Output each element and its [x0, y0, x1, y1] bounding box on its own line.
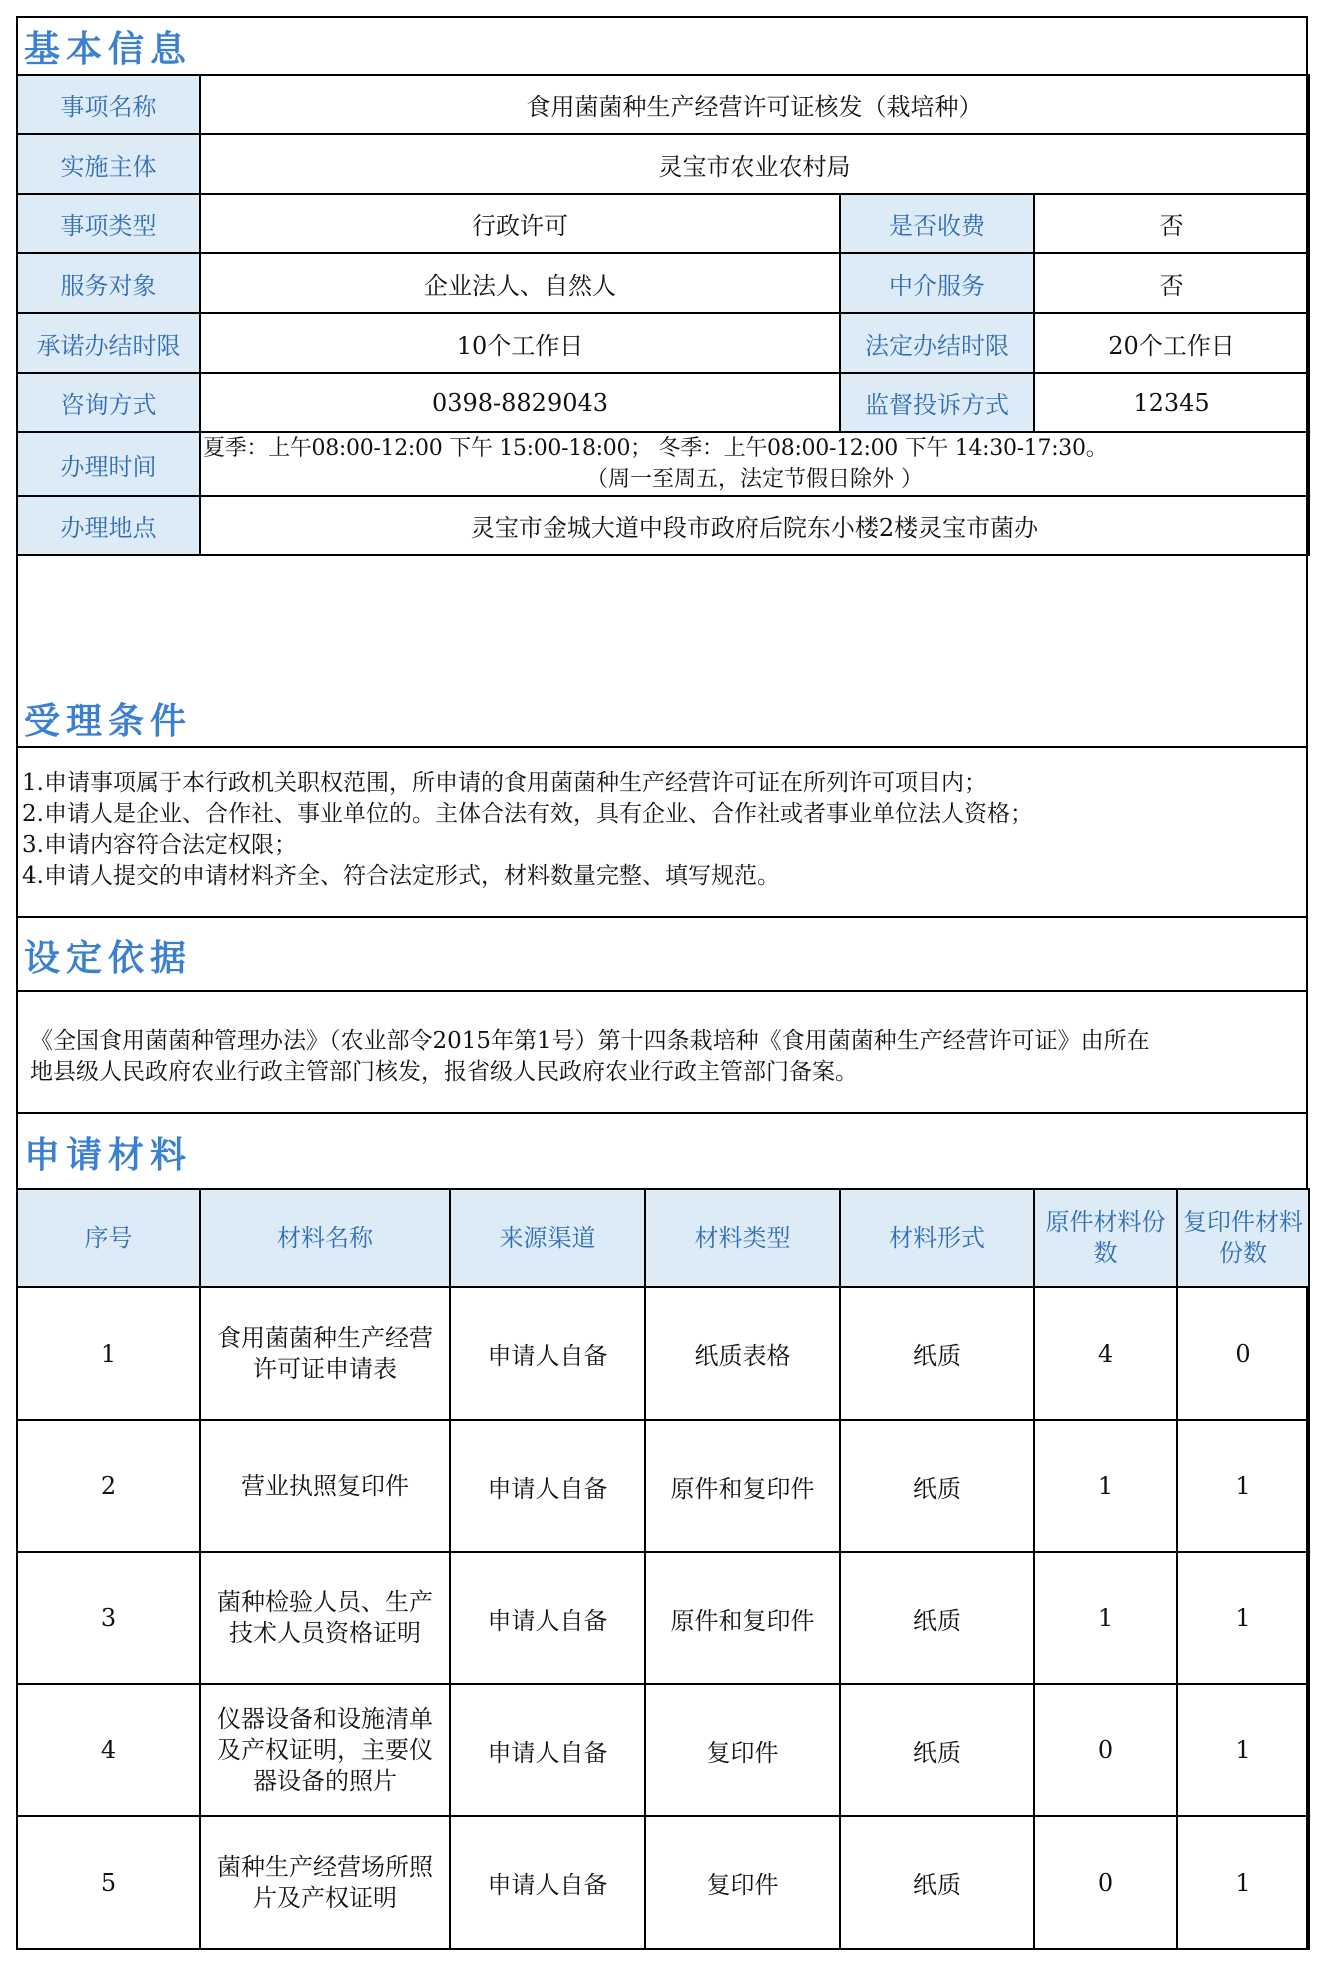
row-type: 原件和复印件	[645, 1552, 840, 1684]
row-copy: 1	[1177, 1816, 1309, 1949]
fee-value: 否	[1034, 194, 1309, 253]
subject-label: 实施主体	[17, 134, 200, 194]
row-form: 纸质	[840, 1420, 1034, 1552]
condition-item-2: 2.申请人是企业、合作社、事业单位的。主体合法有效，具有企业、合作社或者事业单位法人资格；	[22, 801, 1033, 827]
row-no: 1	[17, 1287, 200, 1420]
row-no: 2	[17, 1420, 200, 1552]
row-form: 纸质	[840, 1816, 1034, 1949]
header-type: 材料类型	[645, 1189, 840, 1287]
table-row	[17, 1552, 1309, 1684]
type-label: 事项类型	[17, 194, 200, 253]
target-label: 服务对象	[17, 253, 200, 313]
table-row	[17, 1420, 1309, 1552]
row-source: 申请人自备	[450, 1287, 645, 1420]
table-row	[17, 1684, 1309, 1816]
basic-info-table	[16, 74, 1310, 556]
header-form: 材料形式	[840, 1189, 1034, 1287]
promise-label: 承诺办结时限	[17, 313, 200, 373]
row-name	[200, 1287, 450, 1420]
row-form: 纸质	[840, 1552, 1034, 1684]
row-no: 4	[17, 1684, 200, 1816]
row-type: 复印件	[645, 1816, 840, 1949]
complaint-label: 监督投诉方式	[840, 373, 1034, 432]
header-source: 来源渠道	[450, 1189, 645, 1287]
table-row	[17, 1816, 1309, 1949]
row-name-line: 许可证申请表	[253, 1354, 397, 1383]
row-orig: 4	[1034, 1287, 1177, 1420]
agency-label: 中介服务	[840, 253, 1034, 313]
basis-line-2: 地县级人民政府农业行政主管部门核发，报省级人民政府农业行政主管部门备案。	[30, 1059, 858, 1085]
row-copy: 1	[1177, 1552, 1309, 1684]
condition-item-1: 1.申请事项属于本行政机关职权范围，所申请的食用菌菌种生产经营许可证在所列许可项目内；	[22, 770, 987, 796]
row-source: 申请人自备	[450, 1420, 645, 1552]
row-copy: 1	[1177, 1684, 1309, 1816]
consult-label: 咨询方式	[17, 373, 200, 432]
row-name	[200, 1684, 450, 1816]
header-copy	[1177, 1189, 1309, 1287]
row-name-line: 器设备的照片	[253, 1766, 397, 1795]
row-orig: 0	[1034, 1684, 1177, 1816]
consult-value: 0398-8829043	[200, 373, 840, 432]
row-source: 申请人自备	[450, 1684, 645, 1816]
header-copy-line-2: 份数	[1219, 1239, 1267, 1267]
address-value: 灵宝市金城大道中段市政府后院东小楼2楼灵宝市菌办	[200, 496, 1309, 555]
row-name	[200, 1420, 450, 1552]
hours-label: 办理时间	[17, 432, 200, 496]
header-no: 序号	[17, 1189, 200, 1287]
row-name-line: 菌种生产经营场所照	[217, 1852, 433, 1881]
row-name-line: 片及产权证明	[253, 1883, 397, 1912]
hours-line-2: （周一至周五，法定节假日除外 ）	[586, 467, 923, 492]
section-title-basis: 设定依据	[24, 937, 193, 979]
section-title-materials: 申请材料	[24, 1134, 193, 1176]
row-type: 复印件	[645, 1684, 840, 1816]
item-name-label: 事项名称	[17, 75, 200, 134]
row-source: 申请人自备	[450, 1816, 645, 1949]
promise-value: 10个工作日	[200, 313, 840, 373]
row-name-line: 营业执照复印件	[241, 1471, 409, 1500]
row-form: 纸质	[840, 1684, 1034, 1816]
row-name-line: 仪器设备和设施清单	[217, 1704, 433, 1733]
row-orig: 1	[1034, 1552, 1177, 1684]
fee-label: 是否收费	[840, 194, 1034, 253]
row-type: 原件和复印件	[645, 1420, 840, 1552]
table-row	[17, 1287, 1309, 1420]
row-copy: 0	[1177, 1287, 1309, 1420]
row-copy: 1	[1177, 1420, 1309, 1552]
basis-block	[16, 990, 1308, 1114]
subject-value: 灵宝市农业农村局	[200, 134, 1309, 194]
agency-value: 否	[1034, 253, 1309, 313]
type-value: 行政许可	[200, 194, 840, 253]
item-name-value: 食用菌菌种生产经营许可证核发（栽培种）	[200, 75, 1309, 134]
basis-line-1: 《全国食用菌菌种管理办法》（农业部令2015年第1号）第十四条栽培种《食用菌菌种生产经营许可证》由所在	[30, 1028, 1150, 1054]
legal-value: 20个工作日	[1034, 313, 1309, 373]
row-orig: 0	[1034, 1816, 1177, 1949]
section-title-conditions: 受理条件	[24, 700, 193, 742]
row-name	[200, 1816, 450, 1949]
materials-table	[16, 1188, 1310, 1950]
header-copy-line-1: 复印件材料	[1183, 1208, 1303, 1236]
row-type: 纸质表格	[645, 1287, 840, 1420]
row-orig: 1	[1034, 1420, 1177, 1552]
hours-line-1: 夏季：上午08:00-12:00 下午 15:00-18:00； 冬季：上午08:00-12:00 下午 14:30-17:30。	[203, 436, 1108, 461]
condition-item-4: 4.申请人提交的申请材料齐全、符合法定形式，材料数量完整、填写规范。	[22, 863, 780, 889]
row-source: 申请人自备	[450, 1552, 645, 1684]
row-name-line: 食用菌菌种生产经营	[217, 1323, 433, 1352]
complaint-value: 12345	[1034, 373, 1309, 432]
conditions-block	[16, 746, 1308, 918]
row-no: 5	[17, 1816, 200, 1949]
row-name	[200, 1552, 450, 1684]
address-label: 办理地点	[17, 496, 200, 555]
hours-value	[200, 432, 1309, 496]
section-title-basic: 基本信息	[24, 28, 193, 70]
row-name-line: 菌种检验人员、生产	[217, 1588, 433, 1616]
condition-item-3: 3.申请内容符合法定权限；	[22, 832, 297, 858]
target-value: 企业法人、自然人	[200, 253, 840, 313]
row-name-line: 技术人员资格证明	[229, 1619, 421, 1647]
header-orig	[1034, 1189, 1177, 1287]
header-orig-line-1: 原件材料份	[1045, 1208, 1166, 1236]
legal-label: 法定办结时限	[840, 313, 1034, 373]
header-name: 材料名称	[200, 1189, 450, 1287]
row-no: 3	[17, 1552, 200, 1684]
row-form: 纸质	[840, 1287, 1034, 1420]
row-name-line: 及产权证明，主要仪	[217, 1735, 433, 1764]
header-orig-line-2: 数	[1093, 1239, 1118, 1267]
